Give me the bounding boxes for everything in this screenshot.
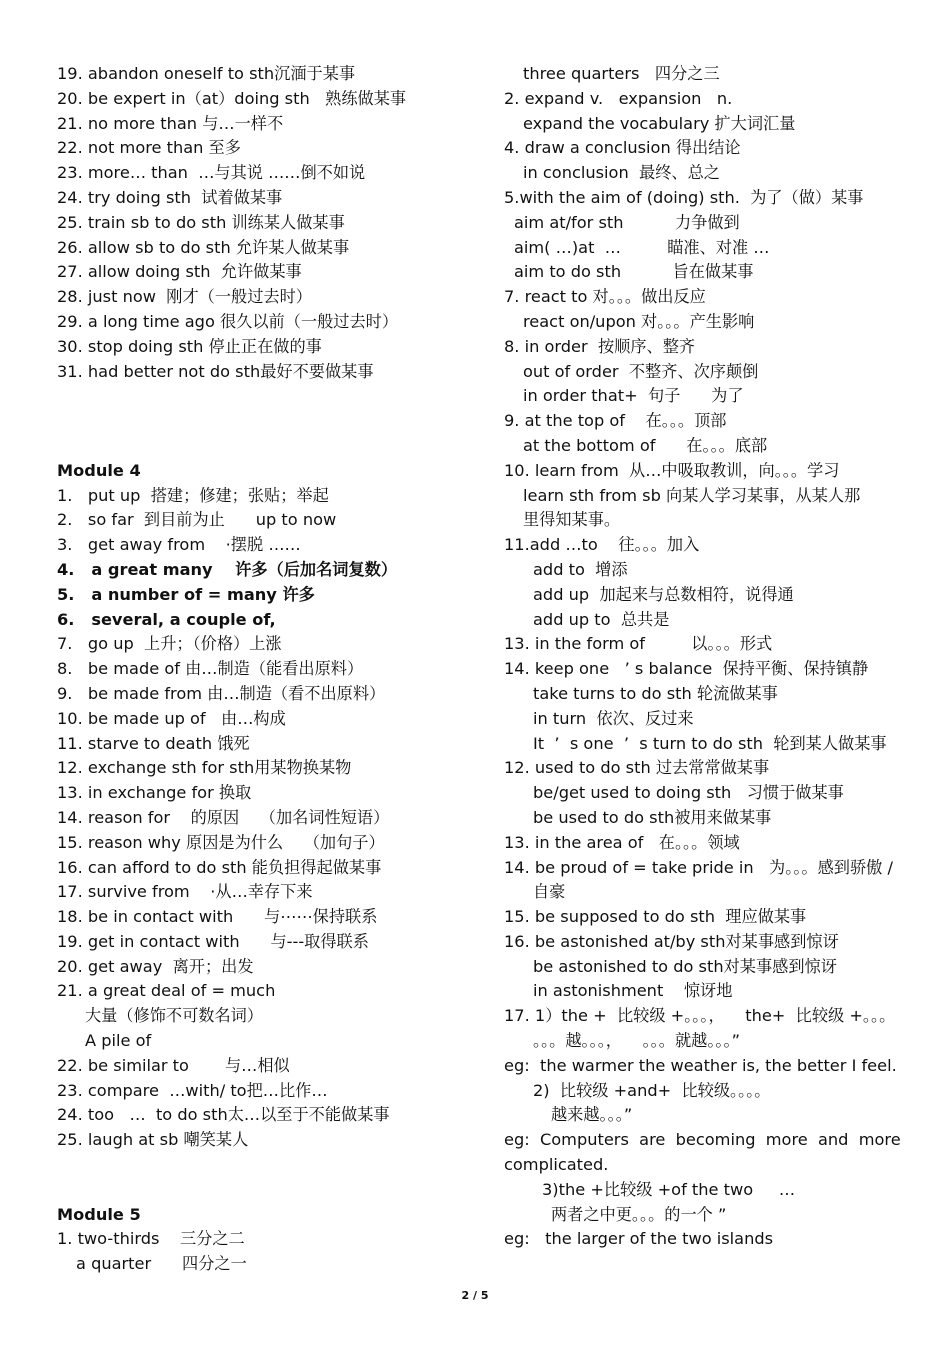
vocab-line: aim at/for sth 力争做到 bbox=[514, 212, 740, 232]
vocab-line: 31. had better not do sth最好不要做某事 bbox=[57, 361, 374, 381]
vocab-line: 。。。越。。。， 。。。就越。。。” bbox=[533, 1031, 740, 1051]
vocab-line: 16. can afford to do sth 能负担得起做某事 bbox=[57, 857, 382, 877]
vocab-line: eg: the warmer the weather is, the better I feel. bbox=[504, 1055, 897, 1075]
vocab-line: be used to do sth被用来做某事 bbox=[533, 807, 772, 827]
vocab-line: It ’ s one ’ s turn to do sth 轮到某人做某事 bbox=[533, 733, 887, 753]
vocab-line: 16. be astonished at/by sth对某事感到惊讶 bbox=[504, 931, 839, 951]
vocab-line: 21. no more than 与…一样不 bbox=[57, 113, 284, 133]
vocab-line: 19. get in contact with 与---取得联系 bbox=[57, 931, 369, 951]
vocab-line: 11. starve to death 饿死 bbox=[57, 733, 250, 753]
vocab-line: 4. draw a conclusion 得出结论 bbox=[504, 138, 741, 158]
vocab-line: 30. stop doing sth 停止正在做的事 bbox=[57, 336, 322, 356]
vocab-line: 5.with the aim of (doing) sth. 为了（做）某事 bbox=[504, 187, 864, 207]
vocab-line: 12. used to do sth 过去常常做某事 bbox=[504, 758, 770, 778]
module-heading: Module 5 bbox=[57, 1204, 141, 1224]
blank-line bbox=[57, 434, 477, 459]
blank-line bbox=[57, 384, 477, 409]
right-column bbox=[504, 62, 899, 1252]
vocab-line: 20. get away 离开；出发 bbox=[57, 956, 254, 976]
vocab-line: 大量（修饰不可数名词） bbox=[85, 1006, 264, 1026]
vocab-line: 13. in exchange for 换取 bbox=[57, 783, 252, 803]
vocab-line: add up to 总共是 bbox=[533, 609, 670, 629]
vocab-line: 10. learn from 从…中吸取教训，向。。。学习 bbox=[504, 460, 840, 480]
vocab-line: 2. expand v. expansion n. bbox=[504, 88, 733, 108]
vocab-line: 24. try doing sth 试着做某事 bbox=[57, 187, 283, 207]
vocab-line: 8. in order 按顺序、整齐 bbox=[504, 336, 696, 356]
vocab-line: 29. a long time ago 很久以前（一般过去时） bbox=[57, 311, 399, 331]
vocab-line: 25. laugh at sb 嘲笑某人 bbox=[57, 1130, 249, 1150]
vocab-line: 17. survive from ·从…幸存下来 bbox=[57, 882, 313, 902]
vocab-line: 20. be expert in（at）doing sth 熟练做某事 bbox=[57, 88, 407, 108]
module-heading: 4. a great many 许多（后加名词复数） bbox=[57, 559, 398, 579]
module-heading: 5. a number of = many 许多 bbox=[57, 584, 315, 604]
vocab-line: complicated. bbox=[504, 1155, 609, 1175]
vocab-line: in astonishment 惊讶地 bbox=[533, 981, 733, 1001]
vocab-line: 28. just now 刚才（一般过去时） bbox=[57, 287, 312, 307]
vocab-line: 2) 比较级 +and+ 比较级。。。。 bbox=[533, 1080, 771, 1100]
vocab-line: a quarter 四分之一 bbox=[76, 1254, 247, 1274]
vocab-line: in conclusion 最终、总之 bbox=[523, 163, 720, 183]
blank-line bbox=[57, 409, 477, 434]
vocab-line: take turns to do sth 轮流做某事 bbox=[533, 683, 778, 703]
module-heading: Module 4 bbox=[57, 460, 141, 480]
vocab-line: 7. go up 上升；（价格）上涨 bbox=[57, 634, 282, 654]
vocab-line: 14. be proud of = take pride in 为。。。感到骄傲 / bbox=[504, 857, 893, 877]
vocab-line: 9. at the top of 在。。。顶部 bbox=[504, 411, 727, 431]
vocab-line: 10. be made up of 由…构成 bbox=[57, 708, 286, 728]
vocab-line: 2. so far 到目前为止 up to now bbox=[57, 510, 337, 530]
vocab-line: in turn 依次、反过来 bbox=[533, 708, 694, 728]
vocab-line: 11.add …to 往。。。加入 bbox=[504, 535, 700, 555]
vocab-line: aim to do sth 旨在做某事 bbox=[514, 262, 754, 282]
vocab-line: be astonished to do sth对某事感到惊讶 bbox=[533, 956, 837, 976]
vocab-line: add up 加起来与总数相符，说得通 bbox=[533, 584, 794, 604]
vocab-line: react on/upon 对。。。产生影响 bbox=[523, 311, 755, 331]
vocab-line: 14. keep one ’ s balance 保持平衡、保持镇静 bbox=[504, 659, 869, 679]
vocab-line: expand the vocabulary 扩大词汇量 bbox=[523, 113, 796, 133]
vocab-line: 25. train sb to do sth 训练某人做某事 bbox=[57, 212, 345, 232]
vocab-line: 里得知某事。 bbox=[523, 510, 621, 530]
left-column bbox=[57, 62, 477, 1277]
vocab-line: 26. allow sb to do sth 允许某人做某事 bbox=[57, 237, 350, 257]
vocab-line: 13. in the form of 以。。。形式 bbox=[504, 634, 773, 654]
vocab-line: 15. be supposed to do sth 理应做某事 bbox=[504, 907, 807, 927]
vocab-line: in order that+ 句子 为了 bbox=[523, 386, 744, 406]
vocab-line: 1. put up 搭建；修建；张贴；举起 bbox=[57, 485, 329, 505]
vocab-line: 23. more… than …与其说 ……倒不如说 bbox=[57, 163, 366, 183]
blank-line bbox=[57, 1153, 477, 1178]
vocab-line: 8. be made of 由…制造（能看出原料） bbox=[57, 659, 364, 679]
vocab-line: 两者之中更。。。的一个 ” bbox=[551, 1204, 727, 1224]
vocab-line: at the bottom of 在。。。底部 bbox=[523, 435, 768, 455]
vocab-line: 1. two-thirds 三分之二 bbox=[57, 1229, 245, 1249]
vocab-line: eg: the larger of the two islands bbox=[504, 1229, 774, 1249]
vocab-line: 12. exchange sth for sth用某物换某物 bbox=[57, 758, 352, 778]
vocab-line: 15. reason why 原因是为什么 （加句子） bbox=[57, 832, 385, 852]
vocab-line: A pile of bbox=[85, 1031, 152, 1051]
vocab-line: 自豪 bbox=[533, 882, 566, 902]
vocab-line: add to 增添 bbox=[533, 559, 628, 579]
vocab-line: 3. get away from ·摆脱 …… bbox=[57, 535, 301, 555]
vocab-line: 22. not more than 至多 bbox=[57, 138, 241, 158]
vocab-line: out of order 不整齐、次序颠倒 bbox=[523, 361, 759, 381]
vocab-line: 19. abandon oneself to sth沉湎于某事 bbox=[57, 64, 356, 83]
blank-line bbox=[57, 1178, 477, 1203]
vocab-line: 越来越。。。” bbox=[551, 1105, 633, 1125]
vocab-line: learn sth from sb 向某人学习某事，从某人那 bbox=[523, 485, 861, 505]
vocab-line: 24. too … to do sth太…以至于不能做某事 bbox=[57, 1105, 390, 1125]
vocab-line: aim( …)at … 瞄准、对准 … bbox=[514, 237, 770, 257]
vocab-line: three quarters 四分之三 bbox=[523, 64, 720, 83]
vocab-line: 22. be similar to 与…相似 bbox=[57, 1055, 290, 1075]
vocab-line: 21. a great deal of = much bbox=[57, 981, 276, 1001]
vocab-line: 14. reason for 的原因 （加名词性短语） bbox=[57, 807, 390, 827]
vocab-line: eg: Computers are becoming more and more bbox=[504, 1130, 901, 1150]
vocab-line: 27. allow doing sth 允许做某事 bbox=[57, 262, 302, 282]
module-heading: 6. several, a couple of, bbox=[57, 609, 276, 629]
vocab-line: 23. compare …with/ to把…比作… bbox=[57, 1080, 328, 1100]
vocab-line: 3)the +比较级 +of the two … bbox=[542, 1179, 796, 1199]
vocab-line: 7. react to 对。。。做出反应 bbox=[504, 287, 706, 307]
vocab-line: 13. in the area of 在。。。领域 bbox=[504, 832, 740, 852]
page-number: 2 / 5 bbox=[461, 1289, 489, 1302]
vocab-line: 18. be in contact with 与⋯⋯保持联系 bbox=[57, 907, 378, 927]
vocab-line: 9. be made from 由…制造（看不出原料） bbox=[57, 683, 386, 703]
vocab-line: 17. 1）the + 比较级 +。。。， the+ 比较级 +。。。 bbox=[504, 1006, 896, 1026]
vocab-line: be/get used to doing sth 习惯于做某事 bbox=[533, 783, 844, 803]
